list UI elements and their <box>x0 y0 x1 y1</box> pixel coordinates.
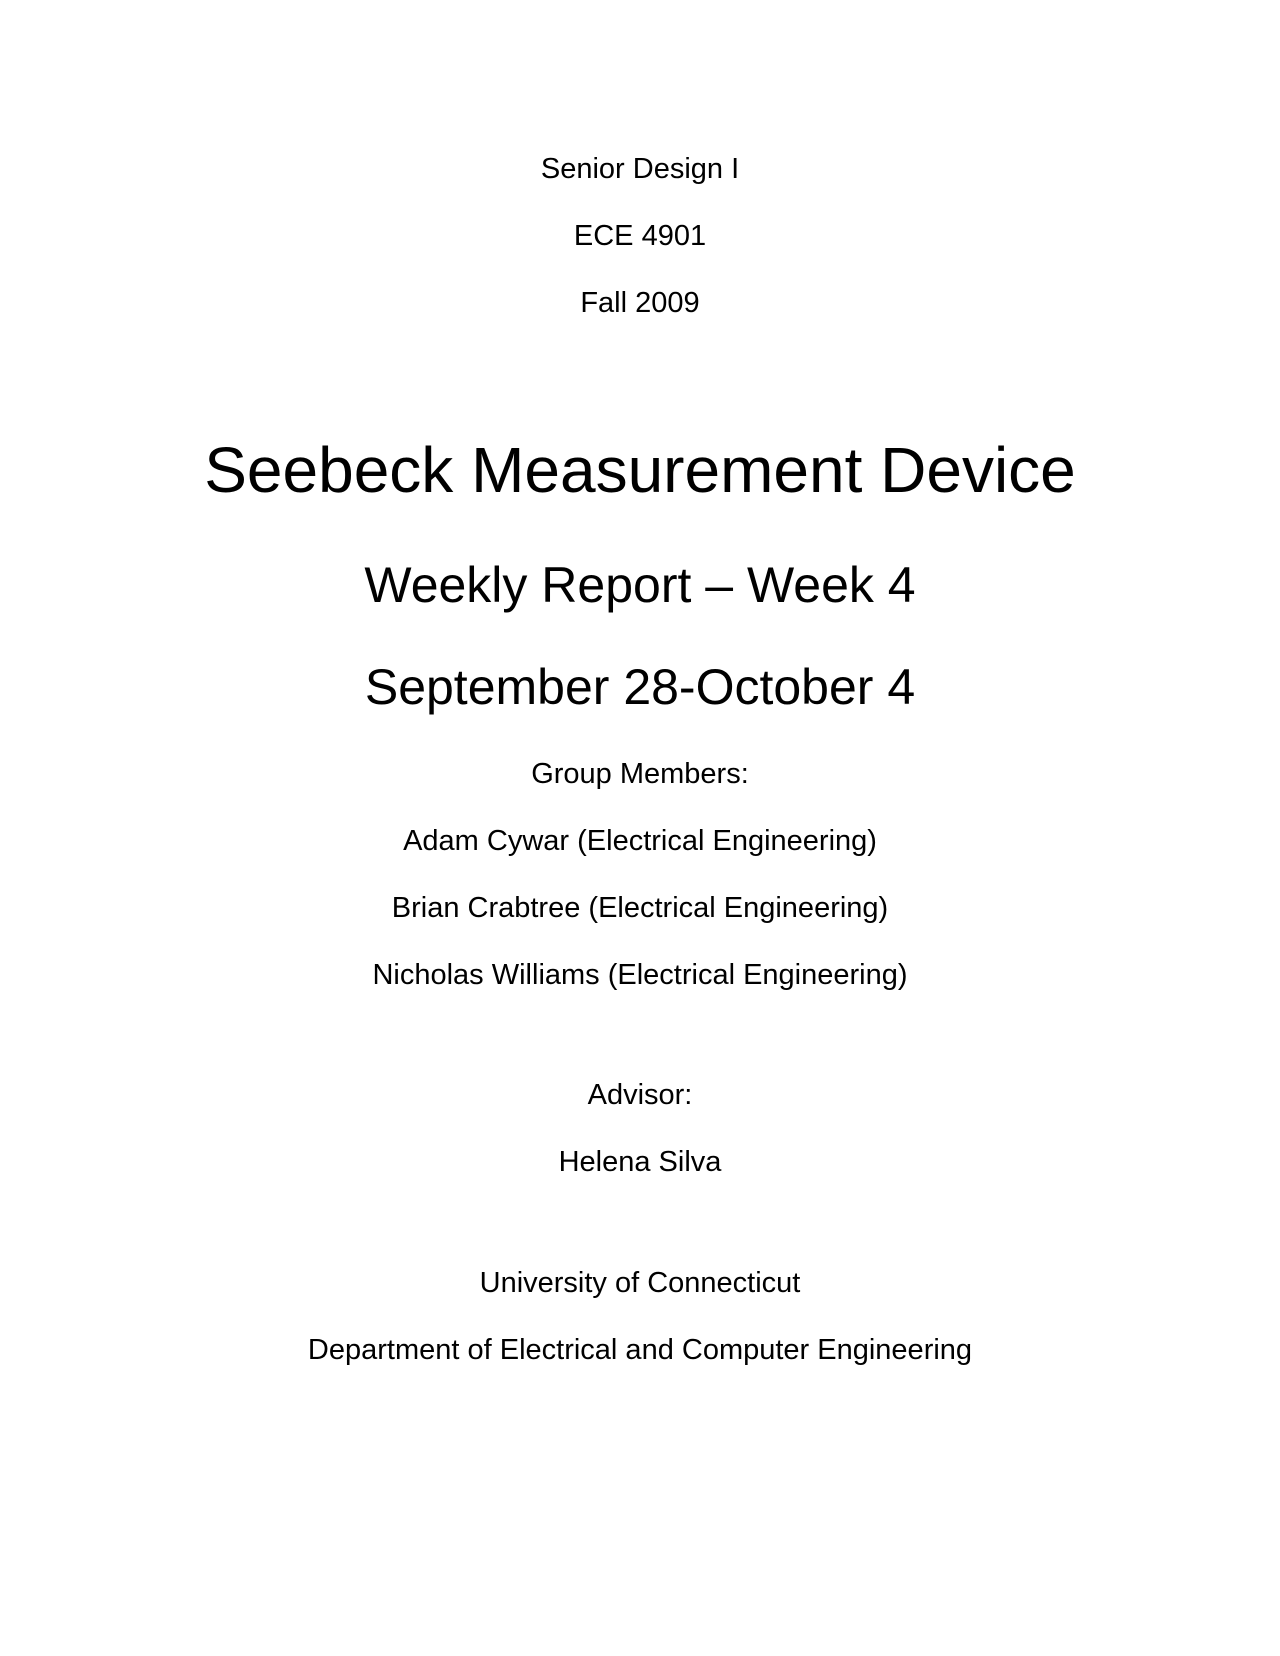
group-member: Nicholas Williams (Electrical Engineering) <box>372 959 908 991</box>
group-member: Adam Cywar (Electrical Engineering) <box>403 825 877 857</box>
advisor-name: Helena Silva <box>558 1146 722 1178</box>
course-name: Senior Design I <box>540 153 740 185</box>
department-name: Department of Electrical and Computer Engineering <box>307 1334 973 1366</box>
group-member: Brian Crabtree (Electrical Engineering) <box>391 892 889 924</box>
report-title: Seebeck Measurement Device <box>204 434 1076 506</box>
group-members-heading: Group Members: <box>531 758 749 790</box>
course-term: Fall 2009 <box>580 287 700 319</box>
report-subtitle: Weekly Report – Week 4 <box>364 557 916 613</box>
report-date-range: September 28-October 4 <box>364 659 916 715</box>
advisor-heading: Advisor: <box>587 1079 693 1111</box>
course-number: ECE 4901 <box>573 220 707 252</box>
university-name: University of Connecticut <box>479 1267 801 1299</box>
